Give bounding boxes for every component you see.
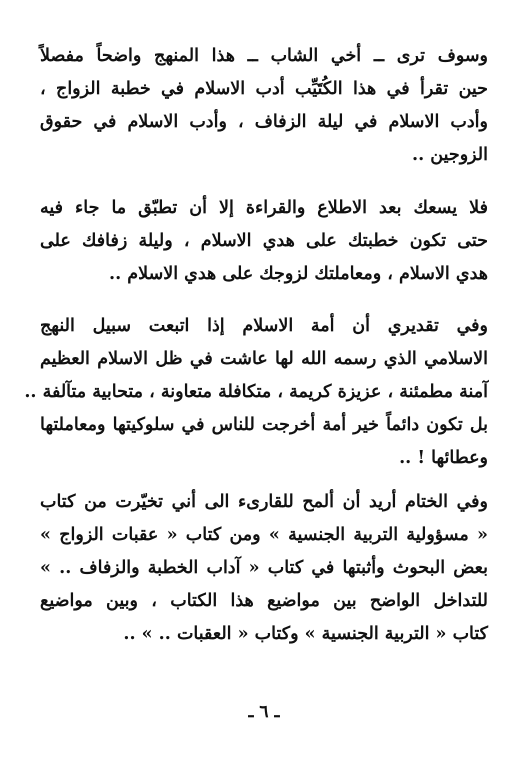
- paragraph-1-line-1: وسوف ترى ــ أخي الشاب ــ هذا المنهج واضحاً مفصلاً: [40, 46, 488, 66]
- paragraph-2-line-1: فلا يسعك بعد الاطلاع والقراءة إلا أن تطبّق ما جاء فيه: [40, 198, 488, 218]
- paragraph-2-line-3: هدي الاسلام ، ومعاملتك لزوجك على هدي الاسلام ..: [109, 264, 488, 284]
- paragraph-3-line-3: آمنة مطمئنة ، عزيزة كريمة ، متكافلة متعاونة ، متحابية متآلفة ..: [24, 382, 488, 402]
- page-number: ـ ٦ ـ: [248, 702, 280, 722]
- paragraph-2: [40, 192, 488, 291]
- paragraph-4-line-4: للتداخل الواضح بين مواضيع هذا الكتاب ، وبين مواضيع: [40, 591, 488, 611]
- paragraph-3-line-4: بل تكون دائماً خير أمة أخرجت للناس في سلوكيتها ومعاملتها: [40, 415, 488, 435]
- paragraph-2-line-2: حتى تكون خطبتك على هدي الاسلام ، وليلة زفافك على: [40, 231, 488, 251]
- paragraph-1-line-3: وأدب الاسلام في ليلة الزفاف ، وأدب الاسلام في حقوق: [40, 112, 488, 132]
- paragraph-1: [40, 40, 488, 172]
- paragraph-3: [24, 310, 488, 475]
- paragraph-4: [40, 486, 488, 651]
- paragraph-3-line-1: وفي تقديري أن أمة الاسلام إذا اتبعت سبيل النهج: [40, 316, 488, 336]
- paragraph-4-line-1: وفي الختام أريد أن ألمح للقارىء الى أني تخيّرت من كتاب: [40, 492, 488, 512]
- paragraph-4-line-2: « مسؤولية التربية الجنسية » ومن كتاب « عقبات الزواج »: [40, 525, 488, 545]
- paragraph-1-line-4: الزوجين ..: [412, 145, 488, 165]
- paragraph-1-line-2: حين تقرأ في هذا الكُتَيِّب أدب الاسلام في خطبة الزواج ،: [40, 79, 488, 99]
- paragraph-3-line-2: الاسلامي الذي رسمه الله لها عاشت في ظل الاسلام العظيم: [40, 349, 488, 369]
- paragraph-4-line-5: كتاب « التربية الجنسية » وكتاب « العقبات .. » ..: [123, 624, 488, 644]
- paragraph-4-line-3: بعض البحوث وأثبتها في كتاب « آداب الخطبة والزفاف .. »: [40, 558, 488, 578]
- paragraph-3-line-5: وعطائها ! ..: [399, 448, 488, 468]
